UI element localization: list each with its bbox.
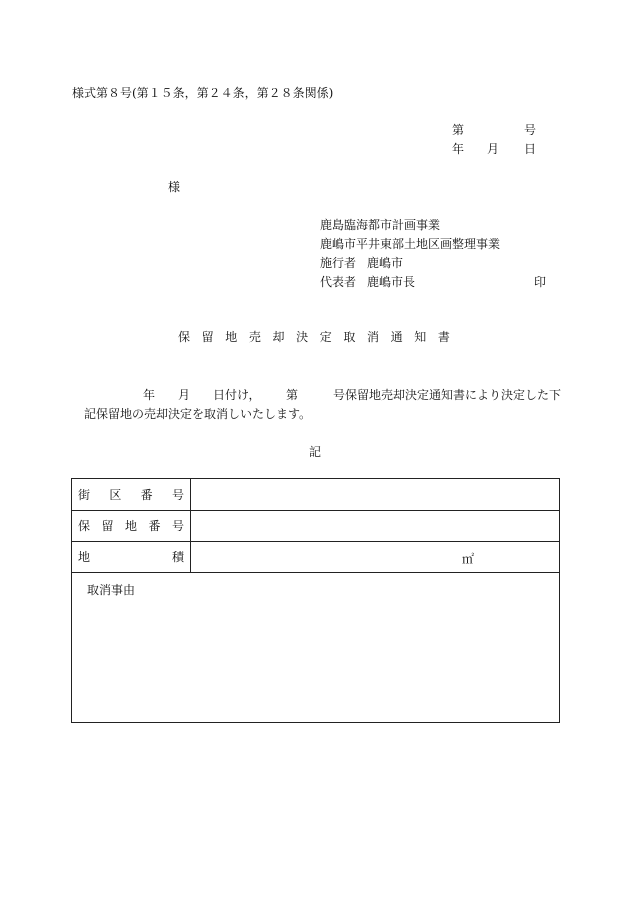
ki-heading: 記 <box>309 445 322 459</box>
seal-mark: 印 <box>534 275 547 289</box>
title-char: 決 <box>296 330 309 344</box>
column-divider <box>190 479 191 510</box>
date-month-label: 月 <box>487 142 500 156</box>
notice-number-suffix: 号 <box>524 123 537 137</box>
date-year-label: 年 <box>452 142 465 156</box>
representative-label: 代表者 <box>320 275 357 289</box>
square-meter-unit: ㎡ <box>462 552 475 566</box>
title-char: 却 <box>272 330 285 344</box>
title-char: 通 <box>390 330 403 344</box>
body-text-line1: 号保留地売却決定通知書により決定した下 <box>333 388 562 402</box>
body-year-label: 年 <box>143 388 156 402</box>
land-area-label: 地 積 <box>78 550 184 564</box>
representative-value: 鹿嶋市長 <box>367 275 416 289</box>
block-number-row <box>72 479 559 511</box>
title-char: 消 <box>367 330 380 344</box>
title-char: 書 <box>437 330 450 344</box>
addressee-honorific: 様 <box>168 180 181 194</box>
cancellation-reason-label: 取消事由 <box>87 583 136 597</box>
body-text-line2: 記保留地の売却決定を取消しいたします。 <box>84 407 312 421</box>
date-day-label: 日 <box>524 142 537 156</box>
reserved-land-number-row <box>72 510 559 542</box>
column-divider <box>190 510 191 541</box>
title-char: 留 <box>201 330 214 344</box>
body-day-label: 日付け， <box>213 388 261 402</box>
issuer-business-name: 鹿嶋市平井東部土地区画整理事業 <box>320 237 501 251</box>
title-char: 知 <box>414 330 427 344</box>
title-char: 取 <box>343 330 356 344</box>
title-char: 地 <box>225 330 238 344</box>
land-info-table <box>71 478 560 723</box>
title-char: 定 <box>319 330 332 344</box>
executor-value: 鹿嶋市 <box>367 256 404 270</box>
land-area-row <box>72 541 559 573</box>
executor-label: 施行者 <box>320 256 357 270</box>
form-number-label: 様式第８号(第１５条，第２４条，第２８条関係) <box>72 86 334 100</box>
body-number-prefix: 第 <box>286 388 299 402</box>
notice-number-prefix: 第 <box>452 123 465 137</box>
issuer-project-name: 鹿島臨海都市計画事業 <box>320 218 441 232</box>
body-month-label: 月 <box>178 388 191 402</box>
column-divider <box>190 541 191 572</box>
title-char: 保 <box>178 330 191 344</box>
reserved-land-number-label: 保 留 地 番 号 <box>78 519 184 533</box>
block-number-label: 街 区 番 号 <box>78 488 184 502</box>
document-title <box>178 330 450 344</box>
title-char: 売 <box>248 330 261 344</box>
